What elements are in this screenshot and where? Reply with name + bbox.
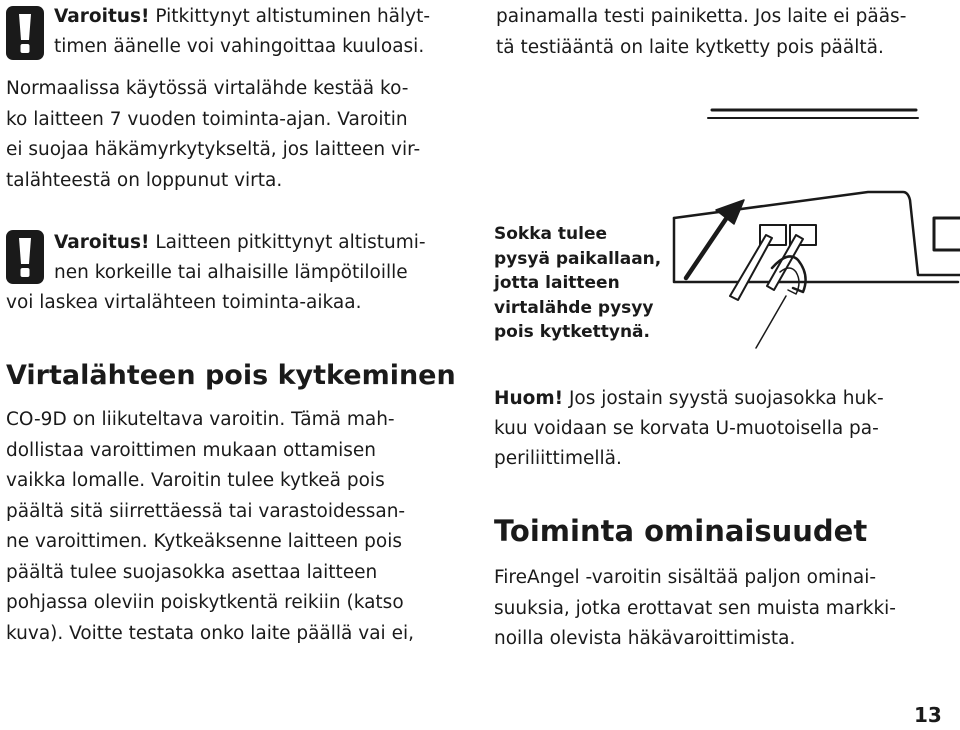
- paragraph-line: pohjassa oleviin poiskytkentä reikiin (katso: [6, 592, 404, 613]
- warning-1-line-2: timen äänelle voi vahingoittaa kuuloasi.: [54, 36, 425, 57]
- warning-2-line-3: voi laskea virtalähteen toiminta-aikaa.: [6, 292, 362, 313]
- warning-1-label: Varoitus!: [54, 6, 150, 27]
- exclamation-warning-icon: [6, 6, 44, 60]
- exclamation-warning-icon: [6, 230, 44, 284]
- paragraph-line: noilla olevista häkävaroittimista.: [494, 628, 796, 649]
- warning-2-line-1: [54, 228, 426, 259]
- paragraph-features: [494, 563, 896, 655]
- section-heading-power-off: Virtalähteen pois kytkeminen: [6, 360, 456, 391]
- warning-2-line-2: nen korkeille tai alhaisille lämpötiloille: [54, 262, 408, 283]
- note-text-1: Jos jostain syystä suojasokka huk-: [568, 388, 884, 409]
- paragraph-line: ne varoittimen. Kytkeäksenne laitteen pois: [6, 531, 403, 552]
- paragraph-line: CO-9D on liikuteltava varoitin. Tämä mah-: [6, 409, 395, 430]
- paragraph-line: ko laitteen 7 vuoden toiminta-ajan. Varoitin: [6, 108, 408, 130]
- paragraph-line: painamalla testi painiketta. Jos laite ei pääs-: [496, 6, 907, 27]
- figure-caption: [494, 222, 661, 345]
- caption-line: pysyä paikallaan,: [494, 248, 662, 269]
- warning-1-line-1: [54, 2, 430, 33]
- paragraph-line: suuksia, jotka erottavat sen muista markki-: [494, 597, 896, 619]
- section-heading-features: Toiminta ominaisuudet: [494, 514, 868, 548]
- warning-2-label: Varoitus!: [54, 232, 150, 253]
- warning-2-text-1: Laitteen pitkittynyt altistumi-: [155, 232, 426, 253]
- paragraph-line: dollistaa varoittimen mukaan ottamisen: [6, 439, 377, 461]
- paragraph-line: kuva). Voitte testata onko laite päällä vai ei,: [6, 622, 414, 644]
- page-number: 13: [914, 703, 942, 727]
- caption-line: virtalähde pysyy: [494, 297, 654, 318]
- paragraph-line: päältä sitä siirrettäessä tai varastoidessan-: [6, 500, 406, 522]
- note-line-3: periliittimellä.: [494, 448, 622, 469]
- paragraph-line: Normaalissa käytössä virtalähde kestää ko-: [6, 78, 409, 99]
- paragraph-line: talähteestä on loppunut virta.: [6, 169, 283, 191]
- caption-line: Sokka tulee: [494, 224, 608, 244]
- paragraph-line: tä testiääntä on laite kytketty pois päältä.: [496, 36, 884, 58]
- note-label: Huom!: [494, 388, 564, 409]
- paragraph-line: vaikka lomalle. Varoitin tulee kytkeä pois: [6, 470, 385, 491]
- safety-pin-illustration: [668, 100, 960, 350]
- note-line-1: [494, 384, 884, 415]
- paragraph-line: FireAngel -varoitin sisältää paljon ominai-: [494, 567, 877, 588]
- paragraph-power-off: [6, 405, 414, 649]
- caption-line: pois kytkettynä.: [494, 322, 650, 342]
- paragraph-line: ei suojaa häkämyrkytykseltä, jos laitteen vir-: [6, 139, 421, 160]
- paragraph-line: päältä tulee suojasokka asettaa laitteen: [6, 561, 378, 583]
- paragraph-test-button: [496, 2, 906, 63]
- caption-line: jotta laitteen: [494, 273, 620, 293]
- note-line-2: kuu voidaan se korvata U-muotoisella pa-: [494, 418, 879, 439]
- warning-1-text-1: Pitkittynyt altistuminen hälyt-: [155, 6, 431, 27]
- paragraph-battery-life: [6, 74, 420, 196]
